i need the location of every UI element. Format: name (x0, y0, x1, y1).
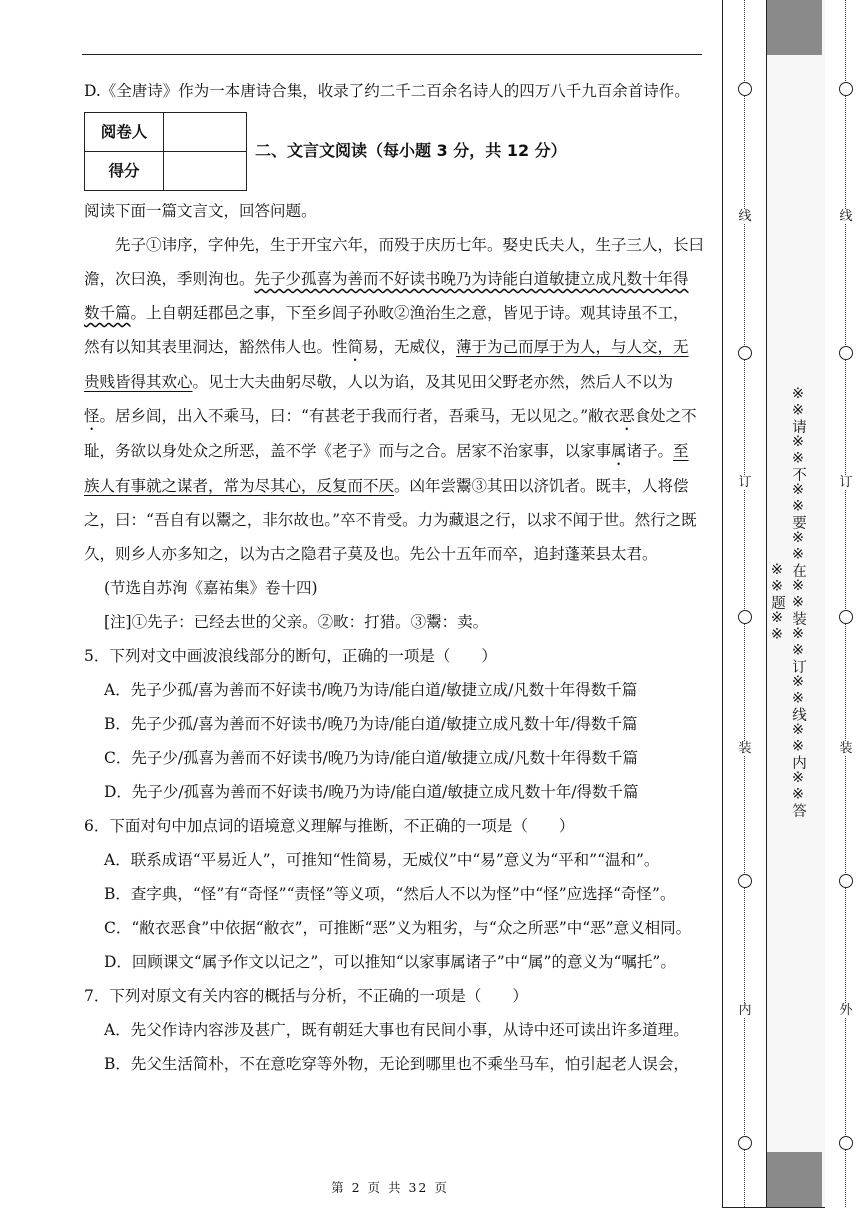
option-a[interactable]: A．先父作诗内容涉及甚广，既有朝廷大事也有民间小事，从诗中还可读出许多道理。 (104, 1021, 689, 1039)
option-a[interactable]: A．联系成语“平易近人”，可推知“性简易，无威仪”中“易”意义为“平和”“温和”。 (104, 851, 660, 869)
prev-option-d: D.《全唐诗》作为一本唐诗合集，收录了约二千二百余名诗人的四万八千九百余首诗作。 (84, 82, 690, 100)
option-b[interactable]: B．查字典，“怪”有“奇怪”“责怪”等义项，“然后人不以为怪”中“怪”应选择“奇怪”。 (104, 885, 676, 903)
score-table (84, 112, 247, 191)
dotted-word-e: 恶 (619, 407, 635, 425)
question-7 (84, 979, 704, 1081)
section-title: 二、文言文阅读（每小题 3 分，共 12 分） (255, 141, 567, 160)
binding-dotted-line (744, 0, 747, 1207)
option-a[interactable]: A．先子少孤/喜为善而不好读书/晚乃为诗/能白道/敏捷立成/凡数十年得数千篇 (104, 681, 638, 699)
binding-circle-icon (738, 610, 752, 624)
binding-warning: ※※请※※不※※要※※在※※装※※订※※线※※内※※答※※题※※ (769, 386, 806, 818)
binding-circle-icon (839, 82, 853, 96)
passage-text: 。凶年尝鬻③其田以济饥者。既丰，人将偿之，曰：“吾自有以鬻之，非尔故也。”卒不肯受。力为藏退之行，以求不闻于世。然行之既久，则乡人亦多知之，以为古之隐君子莫及也。先公十五年而卒，追封蓬莱县太君。 (84, 477, 697, 563)
binding-circle-icon (738, 82, 752, 96)
binding-circle-icon (738, 874, 752, 888)
binding-circle-icon (839, 610, 853, 624)
dotted-word-jian: 简 (347, 338, 364, 356)
binding-circle-icon (839, 1136, 853, 1150)
passage-text: 。见士大夫曲躬尽敬，人以为谄，及其见田父野老亦然，然后人不以为 (192, 373, 674, 391)
binding-right-column (838, 0, 854, 1207)
note-line: [注]①先子：已经去世的父亲。②畋：打猎。③鬻：卖。 (104, 613, 489, 631)
option-b[interactable]: B．先父生活简朴，不在意吃穿等外物，无论到哪里也不乘坐马车，怕引起老人误会， (104, 1055, 689, 1073)
score-cell[interactable] (164, 151, 247, 190)
option-d[interactable]: D．先子少/孤喜为善而不好读书/晚乃为诗/能白道/敏捷立成凡数十年/得数千篇 (104, 783, 639, 801)
reviewer-label: 阅卷人 (85, 112, 164, 151)
exam-content (84, 74, 704, 1081)
passage-text: 先子①讳序，字仲先，生于开宝六年，而殁于庆历七年。娶史氏夫人，生子三人，长曰澹，次曰涣，季则洵也。 (84, 236, 705, 288)
score-label: 得分 (85, 151, 164, 190)
source-line: (节选自苏洵《嘉祐集》卷十四) (104, 579, 318, 597)
binding-mark: 装 (839, 741, 853, 756)
passage-text: 食处之不耻，务欲以身处众之所恶，盖不学《老子》而与之合。居家不治家事，以家事 (84, 407, 697, 460)
passage-text: 。上自朝廷郡邑之事，下至乡闾子孙畋②渔治生之意，皆见于诗。观其诗虽不工，然有以知其表里洞达，豁然伟人也。性 (84, 304, 689, 356)
passage-text: 易，无威仪， (363, 338, 457, 356)
top-rule (82, 54, 702, 55)
question-stem: 7．下列对原文有关内容的概括与分析，不正确的一项是（ ） (84, 987, 528, 1005)
option-c[interactable]: C．先子少/孤喜为善而不好读书/晚乃为诗/能白道/敏捷立成/凡数十年得数千篇 (104, 749, 638, 767)
option-c[interactable]: C．“敝衣恶食”中依据“敝衣”，可推断“恶”义为粗劣，与“众之所恶”中“恶”意义相同。 (104, 919, 692, 937)
binding-mark: 订 (839, 475, 853, 490)
page-footer: 第 2 页 共 32 页 (331, 1180, 449, 1195)
binding-mark: 外 (839, 1003, 853, 1018)
instruction: 阅读下面一篇文言文，回答问题。 (84, 202, 317, 220)
section-header (84, 112, 704, 190)
question-5 (84, 639, 704, 809)
binding-bottom-block (767, 1152, 822, 1207)
binding-circle-icon (738, 346, 752, 360)
passage-text: 。居乡闾，出入不乘马，曰：“有甚老于我而行者，吾乘马，无以见之。”敝衣 (99, 407, 620, 425)
option-b[interactable]: B．先子少孤/喜为善而不好读书/晚乃为诗/能白道/敏捷立成凡数十年/得数千篇 (104, 715, 638, 733)
binding-circle-icon (839, 346, 853, 360)
dotted-word-guai: 怪 (84, 407, 100, 425)
wavy-underlined-sentence: 先子少孤喜为善而不好读书晚乃为诗能白道敏捷立成凡数十年得数千篇 (84, 270, 689, 322)
question-stem: 5．下列对文中画波浪线部分的断句，正确的一项是（ ） (84, 647, 497, 665)
binding-top-block (767, 0, 822, 55)
underlined-sentence-2: 至族人有事就之谋者，常为尽其心，反复而不厌 (84, 442, 689, 495)
binding-dotted-line (845, 0, 848, 1207)
binding-mark: 内 (738, 1003, 752, 1018)
binding-mark: 订 (738, 475, 752, 490)
reviewer-cell[interactable] (164, 112, 247, 151)
question-6 (84, 809, 704, 979)
binding-mark: 装 (738, 741, 752, 756)
binding-mark: 线 (738, 209, 752, 224)
binding-left-column (737, 0, 753, 1207)
question-stem: 6．下面对句中加点词的语境意义理解与推断，不正确的一项是（ ） (84, 817, 575, 835)
binding-circle-icon (738, 1136, 752, 1150)
binding-mark: 线 (839, 209, 853, 224)
passage-text: 诸子。 (626, 442, 674, 460)
option-d[interactable]: D．回顾课文“属予作文以记之”，可以推知“以家事属诸子”中“属”的意义为“嘱托”。 (104, 953, 676, 971)
underlined-sentence-1: 薄于为己而厚于为人，与人交，无贵贱皆得其欢心 (84, 338, 689, 391)
passage-paragraph (84, 228, 704, 571)
binding-circle-icon (839, 874, 853, 888)
dotted-word-zhu: 属 (611, 442, 627, 460)
